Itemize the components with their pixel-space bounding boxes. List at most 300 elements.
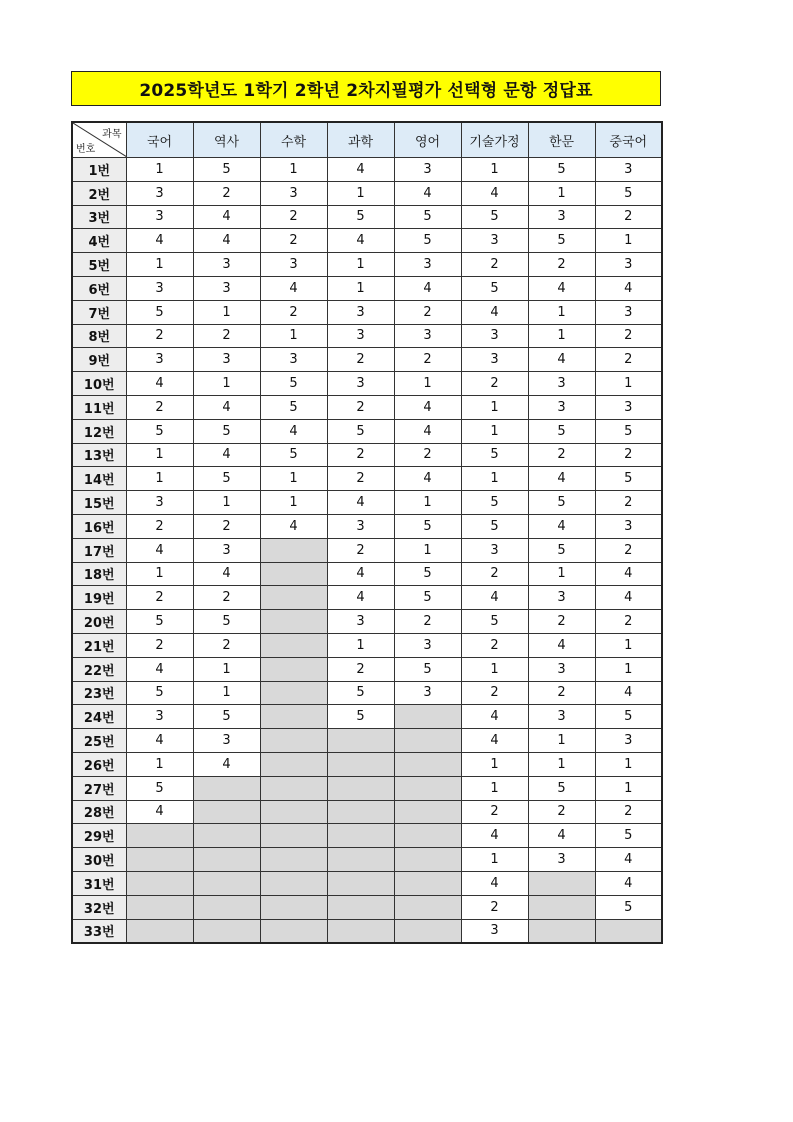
table-row: [72, 467, 662, 491]
table-row: [72, 562, 662, 586]
question-number: 2번: [72, 181, 126, 205]
answer-cell: 5: [327, 419, 394, 443]
answer-cell: 2: [528, 443, 595, 467]
answer-cell: 5: [461, 610, 528, 634]
question-number: 30번: [72, 848, 126, 872]
answer-cell: 3: [193, 538, 260, 562]
answer-cell: 1: [327, 181, 394, 205]
answer-cell: 4: [528, 633, 595, 657]
answer-cell: 5: [260, 372, 327, 396]
answer-cell: 1: [461, 158, 528, 182]
answer-cell: 3: [394, 158, 461, 182]
answer-cell: 4: [528, 276, 595, 300]
answer-cell: 1: [126, 752, 193, 776]
answer-cell: 5: [327, 205, 394, 229]
empty-cell: [327, 871, 394, 895]
answer-cell: 2: [528, 681, 595, 705]
answer-cell: 2: [528, 253, 595, 277]
empty-cell: [327, 824, 394, 848]
question-number: 17번: [72, 538, 126, 562]
answer-cell: 1: [126, 443, 193, 467]
empty-cell: [394, 919, 461, 943]
answer-cell: 1: [461, 395, 528, 419]
answer-cell: 3: [595, 514, 662, 538]
empty-cell: [193, 776, 260, 800]
empty-cell: [260, 729, 327, 753]
answer-cell: 1: [260, 467, 327, 491]
answer-cell: 1: [260, 324, 327, 348]
answer-cell: 2: [528, 610, 595, 634]
question-number: 33번: [72, 919, 126, 943]
answer-cell: 1: [528, 324, 595, 348]
answer-cell: 5: [595, 181, 662, 205]
answer-cell: 4: [461, 300, 528, 324]
answer-cell: 4: [260, 276, 327, 300]
answer-cell: 5: [394, 514, 461, 538]
answer-cell: 2: [528, 800, 595, 824]
table-row: [72, 253, 662, 277]
answer-cell: 5: [327, 681, 394, 705]
empty-cell: [394, 824, 461, 848]
answer-cell: 3: [327, 514, 394, 538]
answer-cell: 3: [394, 681, 461, 705]
answer-cell: 4: [528, 348, 595, 372]
answer-cell: 5: [528, 229, 595, 253]
answer-cell: 2: [327, 657, 394, 681]
answer-cell: 3: [461, 348, 528, 372]
answer-cell: 3: [193, 348, 260, 372]
answer-cell: 2: [461, 253, 528, 277]
answer-cell: 4: [260, 514, 327, 538]
answer-cell: 2: [327, 538, 394, 562]
answer-cell: 4: [193, 443, 260, 467]
empty-cell: [260, 610, 327, 634]
answer-cell: 2: [461, 681, 528, 705]
empty-cell: [394, 752, 461, 776]
answer-cell: 5: [461, 491, 528, 515]
subject-header: 과학: [327, 122, 394, 158]
answer-cell: 4: [193, 562, 260, 586]
answer-cell: 2: [595, 491, 662, 515]
answer-cell: 5: [126, 300, 193, 324]
table-row: [72, 443, 662, 467]
table-row: [72, 824, 662, 848]
empty-cell: [260, 657, 327, 681]
empty-cell: [260, 562, 327, 586]
answer-cell: 2: [260, 229, 327, 253]
table-row: [72, 895, 662, 919]
empty-cell: [260, 705, 327, 729]
question-number: 8번: [72, 324, 126, 348]
answer-cell: 3: [327, 324, 394, 348]
answer-cell: 5: [260, 395, 327, 419]
subject-header: 한문: [528, 122, 595, 158]
table-row: [72, 657, 662, 681]
answer-cell: 4: [595, 562, 662, 586]
subject-header: 국어: [126, 122, 193, 158]
table-row: [72, 348, 662, 372]
empty-cell: [126, 848, 193, 872]
empty-cell: [193, 871, 260, 895]
answer-cell: 4: [260, 419, 327, 443]
answer-cell: 3: [595, 300, 662, 324]
subject-header: 수학: [260, 122, 327, 158]
table-row: [72, 372, 662, 396]
answer-cell: 3: [461, 229, 528, 253]
answer-cell: 4: [595, 586, 662, 610]
answer-cell: 3: [327, 372, 394, 396]
answer-cell: 3: [461, 538, 528, 562]
answer-cell: 1: [193, 681, 260, 705]
answer-cell: 3: [528, 705, 595, 729]
empty-cell: [327, 800, 394, 824]
answer-cell: 1: [528, 729, 595, 753]
empty-cell: [327, 729, 394, 753]
answer-cell: 5: [595, 467, 662, 491]
answer-cell: 5: [327, 705, 394, 729]
table-row: [72, 776, 662, 800]
empty-cell: [260, 800, 327, 824]
answer-cell: 1: [461, 657, 528, 681]
answer-cell: 4: [394, 467, 461, 491]
answer-cell: 3: [394, 253, 461, 277]
answer-cell: 5: [394, 205, 461, 229]
subject-header: 영어: [394, 122, 461, 158]
empty-cell: [260, 871, 327, 895]
answer-cell: 1: [528, 562, 595, 586]
corner-header-cell: [72, 122, 126, 158]
answer-cell: 3: [126, 181, 193, 205]
question-number: 11번: [72, 395, 126, 419]
answer-cell: 3: [193, 253, 260, 277]
answer-cell: 2: [126, 586, 193, 610]
answer-cell: 3: [260, 348, 327, 372]
answer-cell: 1: [394, 538, 461, 562]
answer-cell: 2: [126, 395, 193, 419]
answer-cell: 3: [260, 181, 327, 205]
empty-cell: [394, 871, 461, 895]
table-row: [72, 871, 662, 895]
answer-cell: 5: [528, 491, 595, 515]
table-row: [72, 752, 662, 776]
answer-cell: 5: [260, 443, 327, 467]
answer-cell: 1: [126, 562, 193, 586]
empty-cell: [394, 705, 461, 729]
empty-cell: [193, 895, 260, 919]
answer-cell: 1: [126, 158, 193, 182]
answer-cell: 2: [461, 895, 528, 919]
empty-cell: [260, 633, 327, 657]
answer-cell: 3: [595, 253, 662, 277]
answer-cell: 2: [193, 181, 260, 205]
answer-cell: 1: [193, 657, 260, 681]
answer-cell: 2: [327, 395, 394, 419]
answer-cell: 3: [528, 372, 595, 396]
answer-cell: 2: [394, 610, 461, 634]
answer-cell: 5: [193, 610, 260, 634]
answer-cell: 5: [193, 467, 260, 491]
answer-cell: 2: [595, 443, 662, 467]
answer-cell: 4: [528, 824, 595, 848]
answer-cell: 3: [461, 919, 528, 943]
answer-cell: 1: [327, 633, 394, 657]
answer-cell: 4: [461, 824, 528, 848]
question-number: 24번: [72, 705, 126, 729]
answer-cell: 1: [126, 253, 193, 277]
table-row: [72, 300, 662, 324]
table-row: [72, 324, 662, 348]
empty-cell: [126, 871, 193, 895]
empty-cell: [193, 848, 260, 872]
answer-cell: 5: [193, 419, 260, 443]
answer-cell: 2: [193, 514, 260, 538]
answer-cell: 4: [126, 657, 193, 681]
answer-cell: 2: [260, 205, 327, 229]
question-number: 27번: [72, 776, 126, 800]
answer-cell: 1: [260, 491, 327, 515]
answer-cell: 4: [327, 562, 394, 586]
answer-cell: 5: [461, 276, 528, 300]
answer-cell: 5: [461, 443, 528, 467]
answer-cell: 5: [595, 419, 662, 443]
answer-cell: 1: [528, 752, 595, 776]
answer-cell: 5: [461, 205, 528, 229]
question-number: 18번: [72, 562, 126, 586]
table-row: [72, 276, 662, 300]
answer-cell: 1: [327, 276, 394, 300]
answer-cell: 2: [394, 300, 461, 324]
answer-cell: 4: [394, 276, 461, 300]
empty-cell: [394, 895, 461, 919]
empty-cell: [260, 919, 327, 943]
answer-cell: 3: [595, 158, 662, 182]
answer-key-table: [71, 121, 663, 944]
answer-cell: 1: [528, 300, 595, 324]
answer-cell: 5: [126, 419, 193, 443]
question-number: 20번: [72, 610, 126, 634]
answer-cell: 2: [461, 372, 528, 396]
answer-cell: 5: [394, 562, 461, 586]
answer-cell: 5: [193, 158, 260, 182]
empty-cell: [394, 800, 461, 824]
answer-cell: 4: [327, 491, 394, 515]
question-number: 23번: [72, 681, 126, 705]
question-number: 25번: [72, 729, 126, 753]
answer-cell: 5: [126, 610, 193, 634]
empty-cell: [394, 729, 461, 753]
answer-cell: 4: [193, 229, 260, 253]
subject-axis-label: 과목: [102, 129, 122, 140]
answer-cell: 4: [528, 514, 595, 538]
answer-cell: 4: [461, 705, 528, 729]
answer-cell: 3: [126, 705, 193, 729]
answer-cell: 3: [327, 300, 394, 324]
empty-cell: [327, 919, 394, 943]
empty-cell: [193, 824, 260, 848]
answer-cell: 1: [528, 181, 595, 205]
question-number: 28번: [72, 800, 126, 824]
answer-cell: 4: [595, 681, 662, 705]
answer-cell: 3: [595, 729, 662, 753]
answer-cell: 1: [193, 491, 260, 515]
empty-cell: [528, 895, 595, 919]
answer-cell: 1: [595, 657, 662, 681]
table-row: [72, 633, 662, 657]
answer-cell: 2: [394, 443, 461, 467]
question-number: 19번: [72, 586, 126, 610]
answer-cell: 3: [528, 586, 595, 610]
answer-cell: 4: [193, 205, 260, 229]
answer-cell: 2: [193, 633, 260, 657]
answer-cell: 1: [595, 372, 662, 396]
empty-cell: [260, 776, 327, 800]
question-number: 26번: [72, 752, 126, 776]
answer-cell: 3: [126, 276, 193, 300]
answer-cell: 1: [260, 158, 327, 182]
answer-cell: 4: [126, 729, 193, 753]
answer-cell: 5: [126, 776, 193, 800]
answer-cell: 5: [528, 538, 595, 562]
empty-cell: [528, 919, 595, 943]
answer-cell: 2: [327, 467, 394, 491]
answer-cell: 2: [193, 324, 260, 348]
empty-cell: [126, 919, 193, 943]
answer-cell: 4: [461, 586, 528, 610]
answer-cell: 4: [126, 800, 193, 824]
empty-cell: [126, 824, 193, 848]
answer-cell: 4: [394, 419, 461, 443]
answer-cell: 3: [193, 276, 260, 300]
answer-cell: 5: [193, 705, 260, 729]
answer-cell: 2: [595, 538, 662, 562]
table-body: [72, 158, 662, 944]
question-number: 10번: [72, 372, 126, 396]
answer-cell: 4: [461, 181, 528, 205]
answer-cell: 4: [461, 871, 528, 895]
table-row: [72, 586, 662, 610]
answer-cell: 1: [595, 229, 662, 253]
header-row: [72, 122, 662, 158]
empty-cell: [260, 895, 327, 919]
answer-cell: 4: [327, 158, 394, 182]
answer-cell: 2: [595, 348, 662, 372]
answer-cell: 4: [327, 586, 394, 610]
answer-cell: 1: [461, 752, 528, 776]
answer-cell: 3: [126, 348, 193, 372]
empty-cell: [327, 848, 394, 872]
answer-cell: 2: [461, 800, 528, 824]
question-number: 21번: [72, 633, 126, 657]
answer-cell: 3: [528, 395, 595, 419]
answer-cell: 1: [461, 419, 528, 443]
question-number: 14번: [72, 467, 126, 491]
question-number: 5번: [72, 253, 126, 277]
table-row: [72, 610, 662, 634]
answer-cell: 1: [461, 776, 528, 800]
answer-cell: 2: [461, 562, 528, 586]
question-number: 9번: [72, 348, 126, 372]
answer-cell: 4: [528, 467, 595, 491]
answer-cell: 4: [193, 752, 260, 776]
answer-cell: 1: [595, 633, 662, 657]
question-number: 16번: [72, 514, 126, 538]
answer-cell: 3: [193, 729, 260, 753]
empty-cell: [394, 776, 461, 800]
answer-cell: 3: [528, 848, 595, 872]
answer-cell: 2: [461, 633, 528, 657]
answer-cell: 4: [126, 229, 193, 253]
question-number: 6번: [72, 276, 126, 300]
answer-cell: 5: [528, 776, 595, 800]
answer-cell: 4: [595, 276, 662, 300]
empty-cell: [528, 871, 595, 895]
question-number: 32번: [72, 895, 126, 919]
answer-cell: 4: [126, 538, 193, 562]
answer-cell: 2: [394, 348, 461, 372]
answer-cell: 2: [126, 633, 193, 657]
answer-cell: 5: [461, 514, 528, 538]
answer-cell: 3: [528, 205, 595, 229]
answer-cell: 4: [394, 395, 461, 419]
table-row: [72, 800, 662, 824]
table-row: [72, 491, 662, 515]
answer-cell: 5: [528, 158, 595, 182]
answer-cell: 3: [394, 324, 461, 348]
question-number: 13번: [72, 443, 126, 467]
answer-cell: 1: [327, 253, 394, 277]
number-axis-label: 번호: [76, 144, 96, 155]
answer-cell: 5: [528, 419, 595, 443]
table-row: [72, 848, 662, 872]
answer-cell: 3: [126, 205, 193, 229]
answer-cell: 5: [126, 681, 193, 705]
table-row: [72, 705, 662, 729]
question-number: 31번: [72, 871, 126, 895]
subject-header: 중국어: [595, 122, 662, 158]
answer-cell: 1: [193, 300, 260, 324]
empty-cell: [193, 800, 260, 824]
table-row: [72, 919, 662, 943]
empty-cell: [327, 752, 394, 776]
answer-cell: 1: [595, 752, 662, 776]
answer-cell: 1: [193, 372, 260, 396]
empty-cell: [595, 919, 662, 943]
answer-cell: 1: [126, 467, 193, 491]
empty-cell: [260, 681, 327, 705]
answer-cell: 2: [595, 205, 662, 229]
empty-cell: [193, 919, 260, 943]
empty-cell: [327, 895, 394, 919]
answer-cell: 2: [327, 443, 394, 467]
empty-cell: [327, 776, 394, 800]
answer-cell: 3: [327, 610, 394, 634]
answer-cell: 3: [595, 395, 662, 419]
empty-cell: [260, 848, 327, 872]
answer-cell: 2: [193, 586, 260, 610]
question-number: 7번: [72, 300, 126, 324]
answer-cell: 4: [126, 372, 193, 396]
answer-cell: 5: [394, 586, 461, 610]
answer-cell: 2: [595, 800, 662, 824]
table-row: [72, 514, 662, 538]
answer-cell: 3: [394, 633, 461, 657]
answer-cell: 4: [193, 395, 260, 419]
answer-cell: 1: [461, 848, 528, 872]
answer-cell: 1: [394, 491, 461, 515]
subject-header: 역사: [193, 122, 260, 158]
table-row: [72, 681, 662, 705]
empty-cell: [126, 895, 193, 919]
